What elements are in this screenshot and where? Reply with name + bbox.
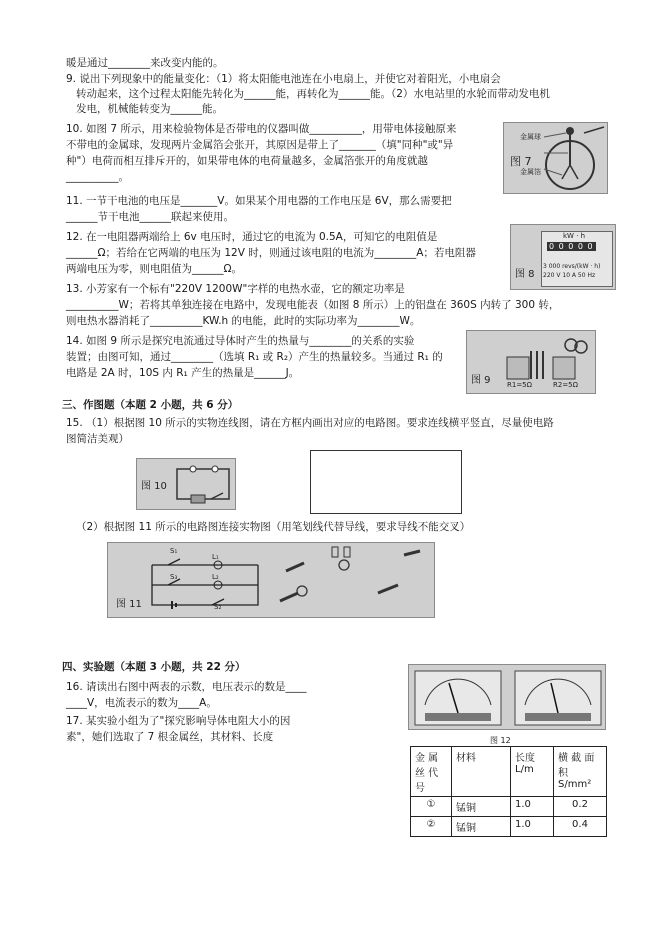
q16-line2: ____V，电流表示的数为____A。 [66, 697, 217, 709]
fig11-s3-label: S₃ [170, 573, 178, 581]
row1-code: ① [411, 797, 452, 817]
meter-digits: 0 0 0 0 0 [549, 242, 594, 251]
fig7-foil-label: 金属箔 [520, 168, 541, 176]
q14-line1: 14. 如图 9 所示是探究电流通过导体时产生的热量与________的关系的实验 [66, 335, 415, 347]
table-row [411, 817, 607, 837]
fig11-l2-label: L₂ [212, 573, 219, 581]
row2-area: 0.4 [554, 817, 607, 837]
section-3-title: 三、作图题（本题 2 小题，共 6 分） [62, 399, 239, 411]
fig9-r1-label: R1=5Ω [507, 381, 532, 389]
row1-length: 1.0 [511, 797, 554, 817]
q15a-line2: 图简洁美观） [66, 433, 129, 445]
figure-10-physical-circuit [136, 458, 236, 510]
q9-line2: 转动起来，这个过程太阳能先转化为______能，再转化为______能。（2）水电站里的水轮而带动发电机 [76, 88, 550, 100]
meter-revs: 3 000 revs/(kW · h) [543, 263, 601, 270]
q10-line2: 不带电的金属球，发现两片金属箔会张开，其原因是带上了_______（填"同种"或"异 [66, 139, 454, 151]
fig11-s1-label: S₁ [170, 547, 178, 555]
fig9-label: 图 9 [471, 375, 491, 386]
q15b-line: （2）根据图 11 所示的电路图连接实物图（用笔划线代替导线，要求导线不能交叉） [76, 521, 471, 533]
row1-material: 锰铜 [452, 797, 511, 817]
meter-unit: kW · h [563, 232, 586, 240]
q9-line3: 发电，机械能转变为______能。 [76, 103, 223, 115]
fig7-label: 图 7 [510, 155, 532, 168]
meter-spec: 220 V 10 A 50 Hz [543, 272, 596, 279]
header-material: 材料 [452, 747, 511, 797]
q12-line1: 12. 在一电阻器两端给上 6v 电压时，通过它的电流为 0.5A，可知它的电阻值是 [66, 231, 438, 243]
figure-12-meters [408, 664, 606, 730]
q8-tail: 暖是通过________来改变内能的。 [66, 57, 224, 69]
fig8-label: 图 8 [515, 269, 535, 280]
q10-line3: 种"）电荷而相互排斥开的，如果带电体的电荷量越多，金属箔张开的角度就越 [66, 155, 428, 167]
q17-line2: 素"，她们选取了 7 根金属丝，其材料、长度 [66, 731, 274, 743]
fig12-label: 图 12 [490, 736, 511, 745]
figure-9-heating-apparatus [466, 330, 596, 394]
q16-line1: 16. 请读出右图中两表的示数，电压表示的数是____ [66, 681, 307, 693]
fig11-s2-label: S₂ [214, 603, 222, 611]
fig7-ball-label: 金属球 [520, 133, 541, 141]
q13-line1: 13. 小芳家有一个标有"220V 1200W"字样的电热水壶，它的额定功率是 [66, 283, 405, 295]
wire-properties-table [410, 746, 607, 837]
figure-11-circuit [107, 542, 435, 618]
q13-line2: __________W；若将其单独连接在电路中，发现电能表（如图 8 所示）上的铝盘在 360S 内转了 300 转， [66, 299, 560, 311]
q14-line3: 电路是 2A 时，10S 内 R₁ 产生的热量是______J。 [66, 367, 300, 379]
fig9-r2-label: R2=5Ω [553, 381, 578, 389]
circuit-answer-box[interactable] [310, 450, 462, 514]
row1-area: 0.2 [554, 797, 607, 817]
figure-8-energy-meter [510, 224, 616, 290]
q17-line1: 17. 某实验小组为了"探究影响导体电阻大小的因 [66, 715, 291, 727]
row2-length: 1.0 [511, 817, 554, 837]
q9-line1: 9. 说出下列现象中的能量变化：（1）将太阳能电池连在小电扇上，并使它对着阳光，小电扇会 [66, 73, 501, 85]
q12-line3: 两端电压为零，则电阻值为______Ω。 [66, 263, 243, 275]
fig10-label: 图 10 [141, 481, 167, 492]
section-4-title: 四、实验题（本题 3 小题，共 22 分） [62, 661, 246, 673]
q15a-line1: 15. （1）根据图 10 所示的实物连线图，请在方框内画出对应的电路图。要求连线横平竖直，尽量使电路 [66, 417, 554, 429]
q14-line2: 装置；由图可知，通过________（选填 R₁ 或 R₂）产生的热量较多。当通过 R₁ 的 [66, 351, 443, 363]
table-row [411, 797, 607, 817]
header-length: 长度 L/m [511, 747, 554, 797]
row2-code: ② [411, 817, 452, 837]
q11-line2: ______节干电池______联起来使用。 [66, 211, 234, 223]
row2-material: 锰铜 [452, 817, 511, 837]
q10-line4: __________。 [66, 171, 129, 183]
fig11-l1-label: L₁ [212, 553, 219, 561]
q11-line1: 11. 一节干电池的电压是_______V。如果某个用电器的工作电压是 6V，那么需要把 [66, 195, 452, 207]
figure-7-electroscope [503, 122, 608, 194]
q13-line3: 则电热水器消耗了__________KW.h 的电能，此时的实际功率为________W。 [66, 315, 421, 327]
meters-drawing [409, 665, 606, 730]
q12-line2: ______Ω；若给在它两端的电压为 12V 时，则通过该电阻的电流为________A；若电阻器 [66, 247, 476, 259]
header-area: 横 截 面 积 S/mm² [554, 747, 607, 797]
table-header-row [411, 747, 607, 797]
circuit-schematic-and-parts [108, 543, 435, 618]
header-code: 金 属 丝 代 号 [411, 747, 452, 797]
fig11-label: 图 11 [116, 599, 142, 610]
q10-line1: 10. 如图 7 所示，用来检验物体是否带电的仪器叫做__________，用带电体接触原来 [66, 123, 457, 135]
